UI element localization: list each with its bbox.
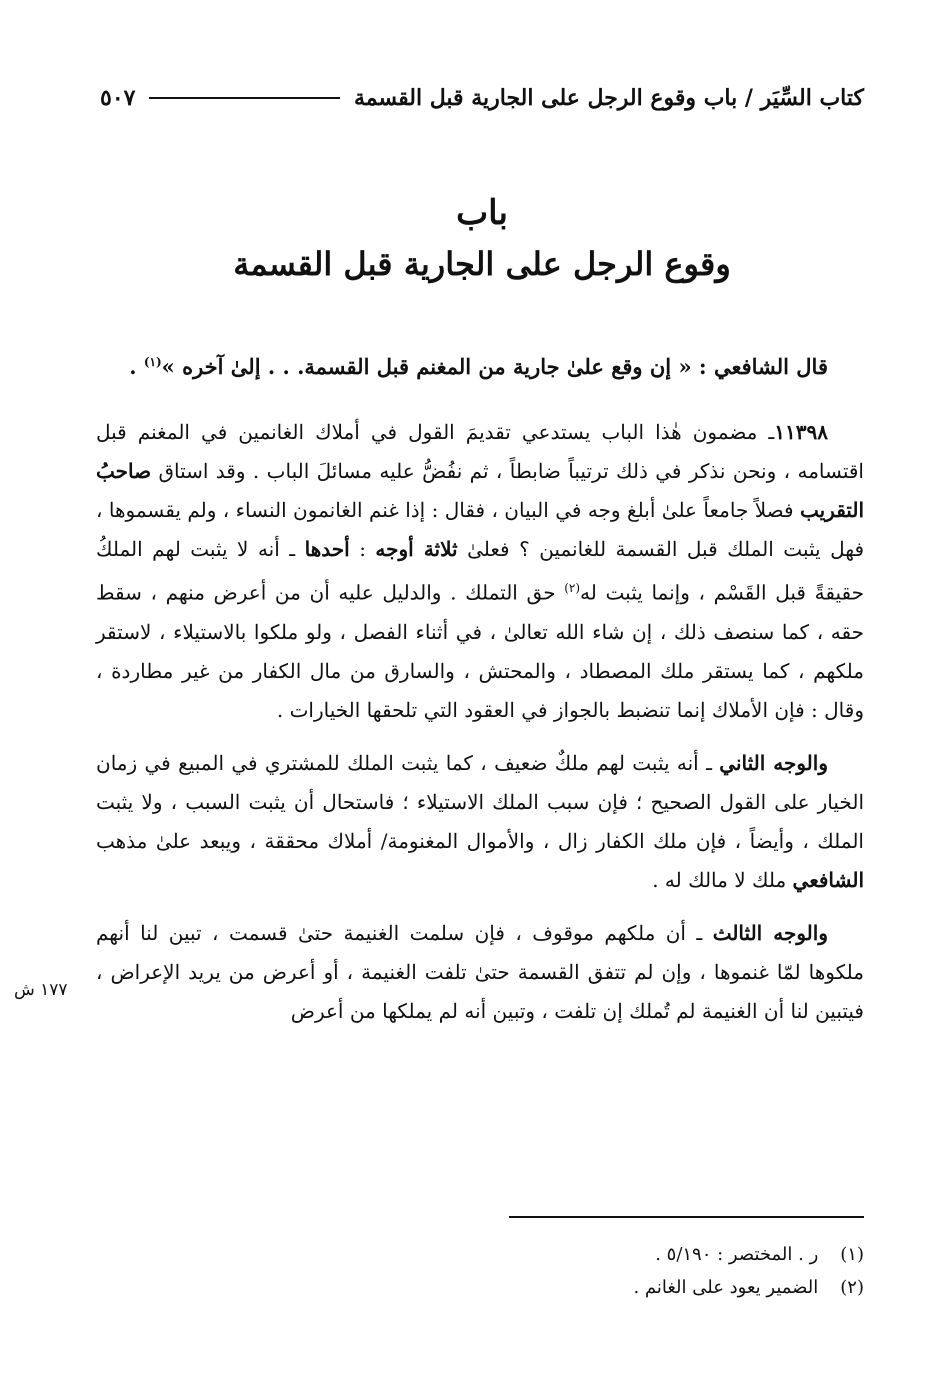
shafii-quote	[96, 340, 864, 389]
bold-term: صاحبُ التقريب	[96, 459, 864, 522]
bold-term: أحدها	[304, 537, 350, 561]
footnotes	[100, 1238, 864, 1304]
paragraph-text: ـ أن ملكهم موقوف ، فإن سلمت الغنيمة حتىٰ قسمت ، تبين لنا أنهم ملكوها لمّا غنموها ، وإن لم تتفق القسمة حتىٰ تلفت الغنيمة ، أو أعرض من يريد الإعراض ، فيتبين لنا أن الغنيمة لم تُملك إن تلفت ، وتبين أنه لم يملكها من أعرض	[96, 920, 864, 1023]
bold-term: ثلاثة أوجه	[375, 537, 458, 561]
chapter-title-line1: باب	[456, 193, 508, 233]
paragraph-text: حق التملك . والدليل عليه أن من أعرض منهم ، سقط حقه ، كما سنصف ذلك ، إن شاء الله تعالىٰ ، في أثناء الفصل ، ولو ملكوا بالاستيلاء ، لاستقر ملكهم ، كما يستقر ملك المصطاد ، والمحتش ، والسارق من مال الكفار من غير مطاردة ، وقال : فإن الأملاك إنما تنضبط بالجواز في العقود التي تلحقها الخيارات .	[96, 580, 864, 722]
footnote-text: ر . المختصر : ٥/١٩٠ .	[655, 1244, 819, 1265]
footnote-number: (٢)	[840, 1277, 864, 1298]
footnote-ref-1: (١)	[143, 355, 162, 369]
footnote-number: (١)	[840, 1244, 864, 1265]
footnote-2	[100, 1271, 864, 1304]
paragraph-text: ـ أنه يثبت لهم ملكٌ ضعيف ، كما يثبت الملك للمشتري في المبيع في زمان الخيار على القول الصحيح ؛ فإن سبب الملك الاستيلاء ؛ فاستحال أن يثبت السبب ، ولا يثبت الملك ، وأيضاً ، فإن ملك الكفار زال ، والأموال المغنومة/ أملاك محققة ، ويبعد علىٰ مذهب	[96, 750, 864, 853]
footnote-rule	[509, 1216, 864, 1218]
bold-term: والوجه الثاني	[719, 750, 828, 775]
running-header	[100, 78, 864, 118]
quote-text: قال الشافعي : « إن وقع علىٰ جارية من المغنم قبل القسمة. . . إلىٰ آخره »	[161, 354, 828, 379]
paragraph-text: :	[349, 537, 376, 561]
paragraph-second-view	[96, 744, 864, 900]
paragraph-text: فصلاً جامعاً علىٰ أبلغ وجه في البيان ، فقال : إذا غنم الغانمون النساء ، ولم يقسموها ، فهل يثبت الملك قبل القسمة للغانمين ؟ فعلىٰ	[96, 498, 865, 561]
paragraph-text: ملك لا مالك له .	[652, 867, 793, 892]
header-rule	[149, 97, 340, 99]
paragraph-text: ـ مضمون هٰذا الباب يستدعي تقديمَ القول في أملاك الغانمين في المغنم قبل اقتسامه ، ونحن نذكر في ذلك ترتيباً ضابطاً ، ثم نفُضُّ عليه مسائلَ الباب . وقد استاق	[96, 420, 864, 483]
paragraph-number: ١١٣٩٨	[774, 420, 828, 444]
body-text	[96, 340, 864, 1045]
paragraph-text: ـ أنه لا يثبت لهم الملكُ حقيقةً قبل القَسْم ، وإنما يثبت له	[96, 537, 864, 605]
footnote-text: الضمير يعود على الغانم .	[633, 1277, 819, 1298]
bold-term: الشافعي	[792, 867, 864, 892]
page-number: ٥٠٧	[100, 85, 136, 111]
bold-term: والوجه الثالث	[712, 920, 828, 945]
footnote-ref-2: (٢)	[564, 581, 581, 595]
manuscript-margin-note: ١٧٧ ش	[14, 980, 68, 1000]
footnote-1	[100, 1238, 864, 1271]
quote-end: .	[129, 354, 144, 379]
paragraph-11398	[96, 413, 864, 730]
chapter-title	[100, 188, 864, 290]
paragraph-third-view	[96, 914, 864, 1031]
chapter-title-line2: وقوع الرجل على الجارية قبل القسمة	[233, 245, 731, 283]
running-header-title: كتاب السِّيَر / باب وقوع الرجل على الجارية قبل القسمة	[353, 85, 864, 111]
